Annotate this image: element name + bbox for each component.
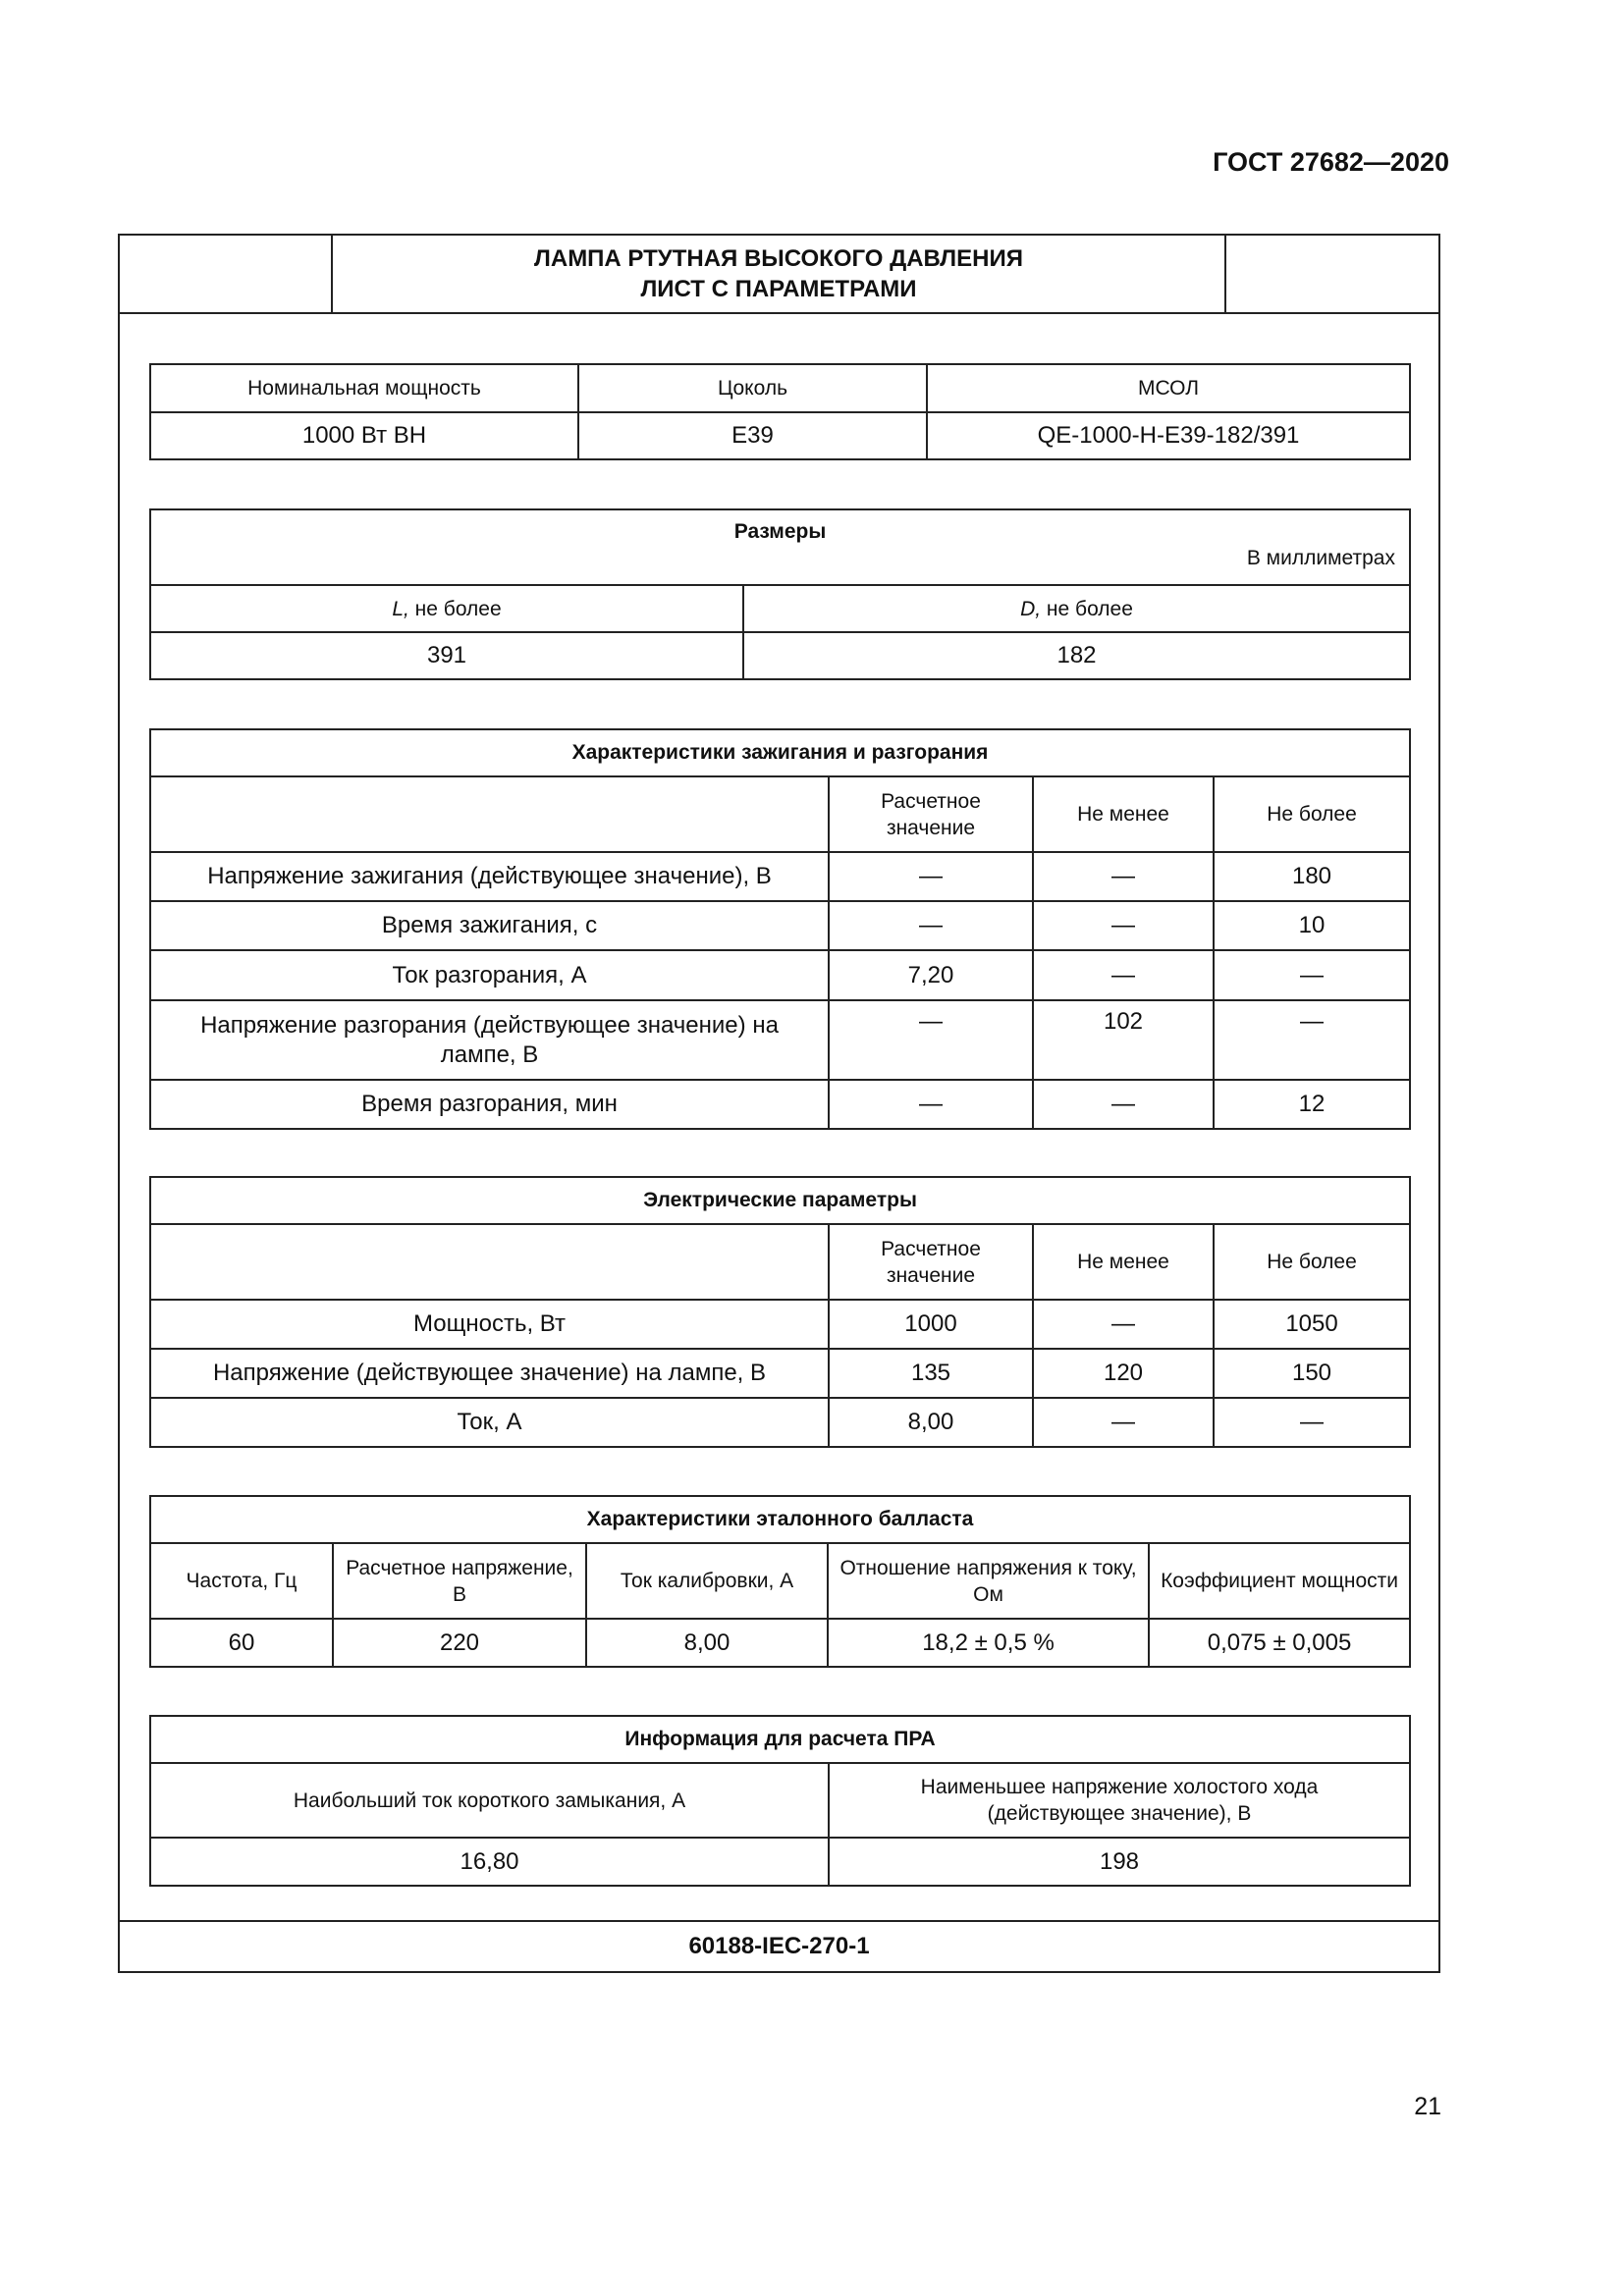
- ignition-row-min: —: [1033, 852, 1214, 901]
- sheet-header: [120, 236, 1438, 314]
- ignition-row-label: Время разгорания, мин: [150, 1080, 829, 1129]
- ignition-row-max: 12: [1214, 1080, 1410, 1129]
- electrical-row-max: 150: [1214, 1349, 1410, 1398]
- header-right-cell: [1224, 236, 1438, 312]
- ballast-value-power-factor: 0,075 ± 0,005: [1149, 1619, 1410, 1667]
- pra-value-open-circuit: 198: [829, 1838, 1410, 1886]
- ignition-row-rated: —: [829, 1080, 1033, 1129]
- electrical-header-rated: Расчетное значение: [829, 1224, 1033, 1300]
- electrical-row-rated: 135: [829, 1349, 1033, 1398]
- ignition-row-min: —: [1033, 901, 1214, 950]
- ballast-header-frequency: Частота, Гц: [150, 1543, 333, 1619]
- dimensions-title: Размеры: [733, 520, 827, 543]
- pra-header-open-circuit: Наименьшее напряжение холостого хода (действующее значение), В: [829, 1763, 1410, 1838]
- dimensions-table: [149, 508, 1411, 680]
- electrical-row-min: —: [1033, 1300, 1214, 1349]
- electrical-header-empty: [150, 1224, 829, 1300]
- electrical-row-min: —: [1033, 1398, 1214, 1447]
- ignition-row-label: Напряжение разгорания (действующее значение) на лампе, В: [150, 1000, 829, 1080]
- ignition-row-max: —: [1214, 1000, 1410, 1080]
- electrical-title: Электрические параметры: [150, 1177, 1410, 1224]
- summary-value-base: E39: [578, 412, 927, 459]
- electrical-row-rated: 1000: [829, 1300, 1033, 1349]
- dimensions-value-diameter: 182: [743, 632, 1410, 679]
- electrical-row-label: Мощность, Вт: [150, 1300, 829, 1349]
- ignition-row-label: Время зажигания, с: [150, 901, 829, 950]
- length-header-text: не более: [408, 597, 502, 620]
- diameter-symbol: D,: [1020, 597, 1042, 620]
- dimensions-caption: [150, 509, 1410, 585]
- sheet-footer: 60188-IEC-270-1: [120, 1920, 1438, 1971]
- header-left-cell: [120, 236, 333, 312]
- ballast-header-voltage: Расчетное напряжение, В: [333, 1543, 586, 1619]
- ballast-header-power-factor: Коэффициент мощности: [1149, 1543, 1410, 1619]
- summary-value-code: QE-1000-H-E39-182/391: [927, 412, 1410, 459]
- summary-value-power: 1000 Вт ВН: [150, 412, 578, 459]
- ignition-header-max: Не более: [1214, 776, 1410, 852]
- electrical-row-min: 120: [1033, 1349, 1214, 1398]
- dimensions-value-length: 391: [150, 632, 743, 679]
- ignition-row-max: 180: [1214, 852, 1410, 901]
- summary-header-base: Цоколь: [578, 364, 927, 412]
- ignition-header-min: Не менее: [1033, 776, 1214, 852]
- electrical-header-max: Не более: [1214, 1224, 1410, 1300]
- dimensions-header-length: [150, 585, 743, 632]
- pra-title: Информация для расчета ПРА: [150, 1716, 1410, 1763]
- electrical-header-min: Не менее: [1033, 1224, 1214, 1300]
- ignition-row-min: 102: [1033, 1000, 1214, 1080]
- electrical-row-rated: 8,00: [829, 1398, 1033, 1447]
- ballast-value-ratio: 18,2 ± 0,5 %: [828, 1619, 1149, 1667]
- ignition-row-max: —: [1214, 950, 1410, 1000]
- ignition-row-rated: 7,20: [829, 950, 1033, 1000]
- ballast-table: [149, 1495, 1411, 1668]
- pra-header-short-circuit: Наибольший ток короткого замыкания, А: [150, 1763, 829, 1838]
- ignition-title: Характеристики зажигания и разгорания: [150, 729, 1410, 776]
- ignition-row-rated: —: [829, 901, 1033, 950]
- ignition-row-min: —: [1033, 950, 1214, 1000]
- document-code: ГОСТ 27682—2020: [1213, 147, 1449, 177]
- summary-header-code: МСОЛ: [927, 364, 1410, 412]
- pra-value-short-circuit: 16,80: [150, 1838, 829, 1886]
- ballast-value-voltage: 220: [333, 1619, 586, 1667]
- electrical-row-max: 1050: [1214, 1300, 1410, 1349]
- dimensions-header-diameter: [743, 585, 1410, 632]
- ignition-row-rated: —: [829, 1000, 1033, 1080]
- ballast-value-frequency: 60: [150, 1619, 333, 1667]
- electrical-row-label: Ток, А: [150, 1398, 829, 1447]
- ignition-row-min: —: [1033, 1080, 1214, 1129]
- page-number: 21: [1414, 2093, 1441, 2120]
- ignition-row-rated: —: [829, 852, 1033, 901]
- sheet-title-line2: ЛИСТ С ПАРАМЕТРАМИ: [640, 276, 917, 302]
- ignition-row-label: Ток разгорания, А: [150, 950, 829, 1000]
- ballast-title: Характеристики эталонного балласта: [150, 1496, 1410, 1543]
- electrical-table: [149, 1176, 1411, 1448]
- summary-table: [149, 363, 1411, 460]
- dimensions-units: В миллиметрах: [1246, 547, 1395, 569]
- ignition-header-empty: [150, 776, 829, 852]
- ballast-value-current: 8,00: [586, 1619, 828, 1667]
- pra-table: [149, 1715, 1411, 1887]
- ignition-header-rated: Расчетное значение: [829, 776, 1033, 852]
- ignition-row-label: Напряжение зажигания (действующее значение), В: [150, 852, 829, 901]
- ballast-header-current: Ток калибровки, А: [586, 1543, 828, 1619]
- summary-header-power: Номинальная мощность: [150, 364, 578, 412]
- ignition-table: [149, 728, 1411, 1130]
- electrical-row-max: —: [1214, 1398, 1410, 1447]
- electrical-row-label: Напряжение (действующее значение) на лампе, В: [150, 1349, 829, 1398]
- ballast-header-ratio: Отношение напряжения к току, Ом: [828, 1543, 1149, 1619]
- sheet-title: [333, 236, 1224, 312]
- length-symbol: L,: [392, 597, 409, 620]
- ignition-row-max: 10: [1214, 901, 1410, 950]
- diameter-header-text: не более: [1041, 597, 1133, 620]
- sheet-title-line1: ЛАМПА РТУТНАЯ ВЫСОКОГО ДАВЛЕНИЯ: [534, 245, 1023, 272]
